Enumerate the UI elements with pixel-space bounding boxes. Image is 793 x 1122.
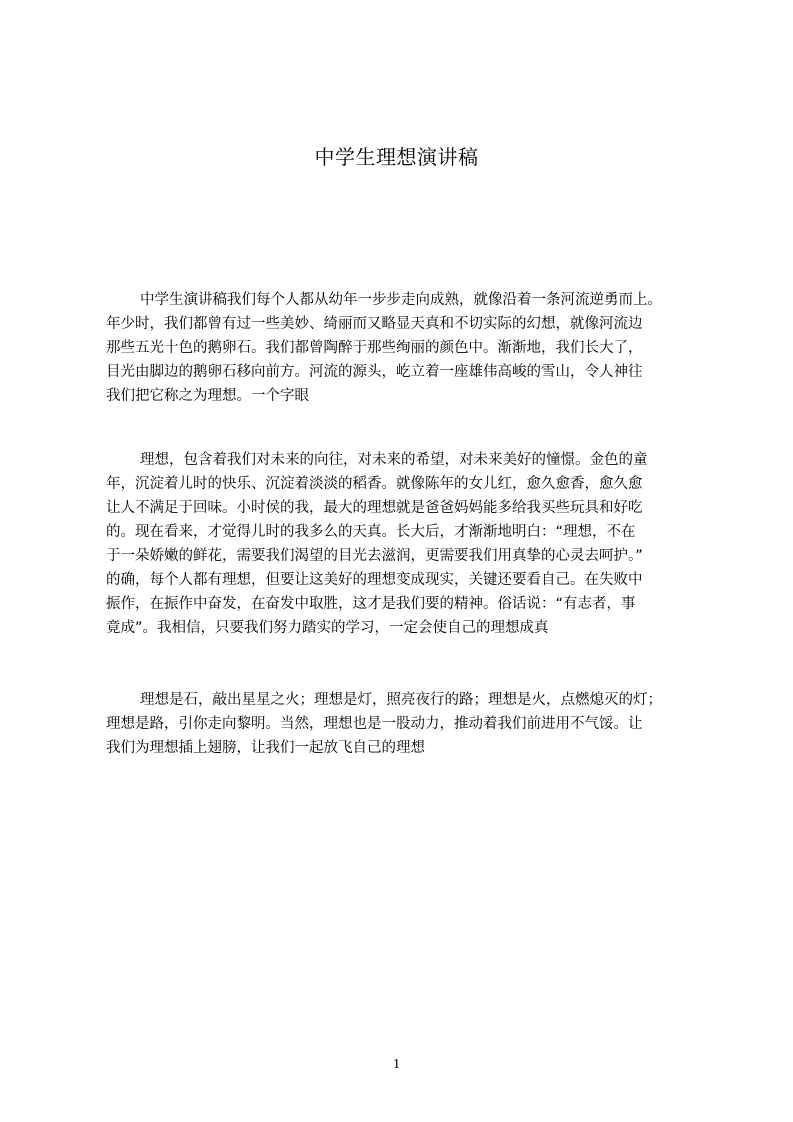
paragraph-line: 年少时，我们都曾有过一些美妙、绮丽而又略显天真和不切实际的幻想，就像河流边 xyxy=(106,316,643,332)
paragraph-line: 理想是石，敲出星星之火；理想是灯，照亮夜行的路；理想是火，点燃熄灭的灯； xyxy=(140,692,662,708)
paragraph-1 xyxy=(106,288,716,408)
paragraph-line: 目光由脚边的鹅卵石移向前方。河流的源头，屹立着一座雄伟高峻的雪山，令人神往 xyxy=(106,364,643,380)
paragraph-line: 我们把它称之为理想。一个字眼 xyxy=(106,388,309,404)
paragraph-line: 的确，每个人都有理想，但要让这美好的理想变成现实，关键还要看自己。在失败中 xyxy=(106,572,643,588)
paragraph-line: 于一朵娇嫩的鲜花，需要我们渴望的目光去滋润，更需要我们用真挚的心灵去呵护。” xyxy=(106,548,643,564)
paragraph-line: 理想，包含着我们对未来的向往，对未来的希望，对未来美好的憧憬。金色的童 xyxy=(140,452,648,468)
paragraph-line: 中学生演讲稿我们每个人都从幼年一步步走向成熟，就像沿着一条河流逆勇而上。 xyxy=(140,292,662,308)
paragraph-line: 理想是路，引你走向黎明。当然，理想也是一股动力，推动着我们前进用不气馁。让 xyxy=(106,716,643,732)
paragraph-line: 竟成”。我相信，只要我们努力踏实的学习，一定会使自己的理想成真 xyxy=(106,620,549,636)
paragraph-line: 那些五光十色的鹅卵石。我们都曾陶醉于那些绚丽的颜色中。渐渐地，我们长大了， xyxy=(106,340,643,356)
page-title: 中学生理想演讲稿 xyxy=(314,145,479,169)
paragraph-line: 我们为理想插上翅膀，让我们一起放飞自己的理想 xyxy=(106,740,425,756)
paragraph-line: 的。现在看来，才觉得儿时的我多么的天真。长大后，才渐渐地明白：“理想，不在 xyxy=(106,524,636,540)
paragraph-line: 年，沉淀着儿时的快乐、沉淀着淡淡的稻香。就像陈年的女儿红，愈久愈香，愈久愈 xyxy=(106,476,643,492)
page-number: 1 xyxy=(393,1057,400,1072)
paragraph-2 xyxy=(106,448,716,640)
paragraph-line: 振作，在振作中奋发，在奋发中取胜，这才是我们要的精神。俗话说：“有志者，事 xyxy=(106,596,636,612)
paragraph-line: 让人不满足于回味。小时侯的我，最大的理想就是爸爸妈妈能多给我买些玩具和好吃 xyxy=(106,500,643,516)
paragraph-3 xyxy=(106,688,716,760)
